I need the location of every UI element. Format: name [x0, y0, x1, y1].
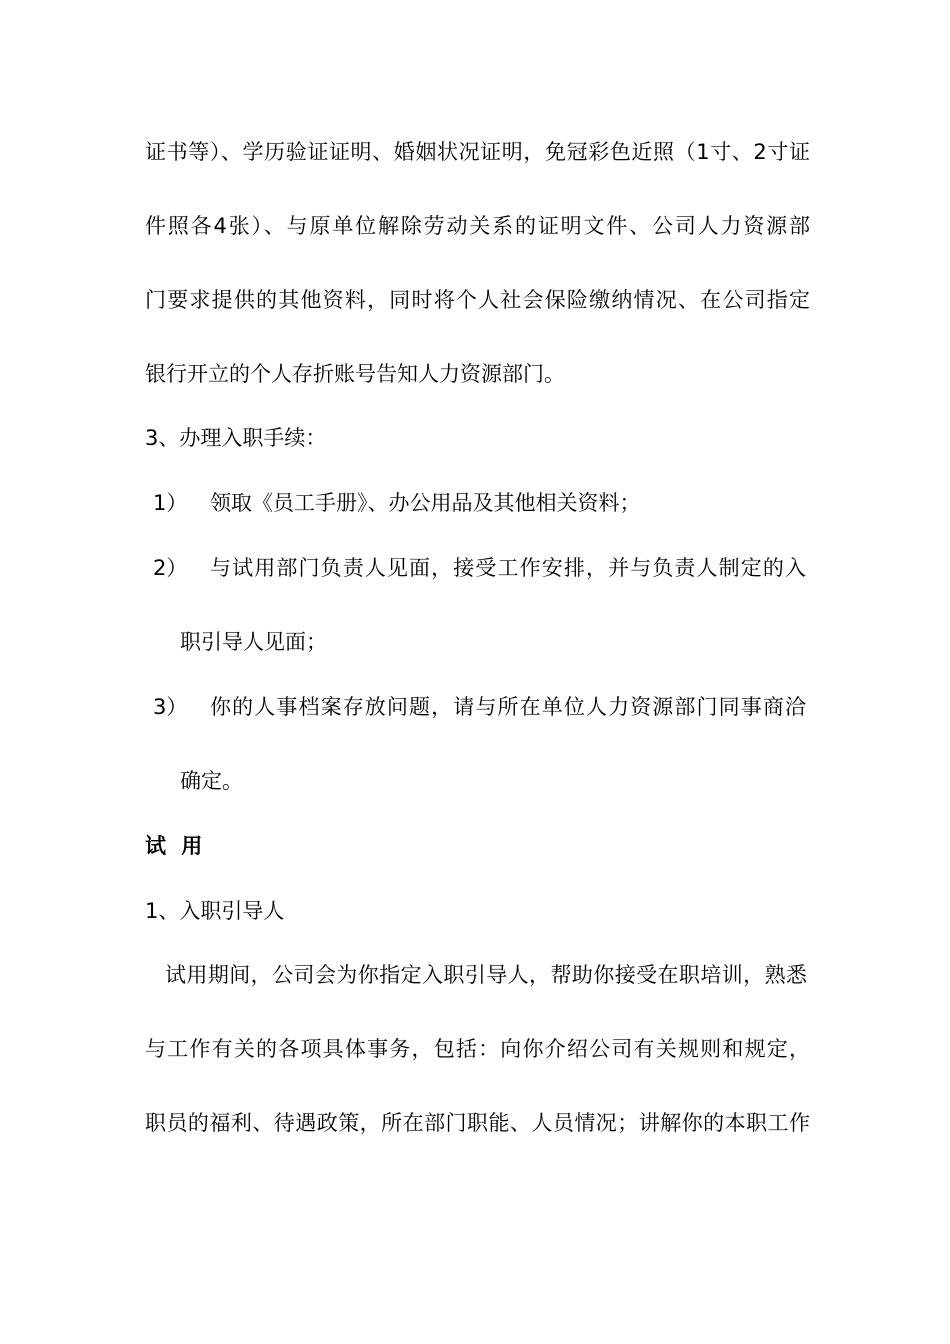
paragraph-line: 件照各4张）、与原单位解除劳动关系的证明文件、公司人力资源部	[145, 214, 810, 238]
list-item-number: 3）	[153, 695, 188, 719]
list-item-text: 你的人事档案存放问题，请与所在单位人力资源部门同事商洽	[210, 695, 806, 719]
paragraph-line: 与工作有关的各项具体事务，包括：向你介绍公司有关规则和规定，	[145, 1037, 810, 1061]
paragraph-line: 证书等）、学历验证证明、婚姻状况证明，免冠彩色近照（1寸、2寸证	[145, 140, 810, 164]
list-item-number: 2）	[153, 556, 188, 580]
section-heading: 试 用	[145, 834, 207, 858]
subsection-title: 1、入职引导人	[145, 899, 285, 923]
paragraph-line: 银行开立的个人存折账号告知人力资源部门。	[145, 362, 565, 386]
list-item-continuation: 职引导人见面；	[180, 630, 327, 654]
section-title: 3、办理入职手续：	[145, 426, 327, 450]
list-item-continuation: 确定。	[180, 769, 243, 793]
paragraph-line: 试用期间，公司会为你指定入职引导人，帮助你接受在职培训，熟悉	[165, 963, 807, 987]
list-item-number: 1）	[153, 491, 188, 515]
paragraph-line: 职员的福利、待遇政策，所在部门职能、人员情况；讲解你的本职工作	[145, 1111, 810, 1135]
list-item-text: 与试用部门负责人见面，接受工作安排，并与负责人制定的入	[210, 556, 806, 580]
paragraph-line: 门要求提供的其他资料，同时将个人社会保险缴纳情况、在公司指定	[145, 288, 810, 312]
list-item-text: 领取《员工手册》、办公用品及其他相关资料；	[210, 491, 641, 515]
